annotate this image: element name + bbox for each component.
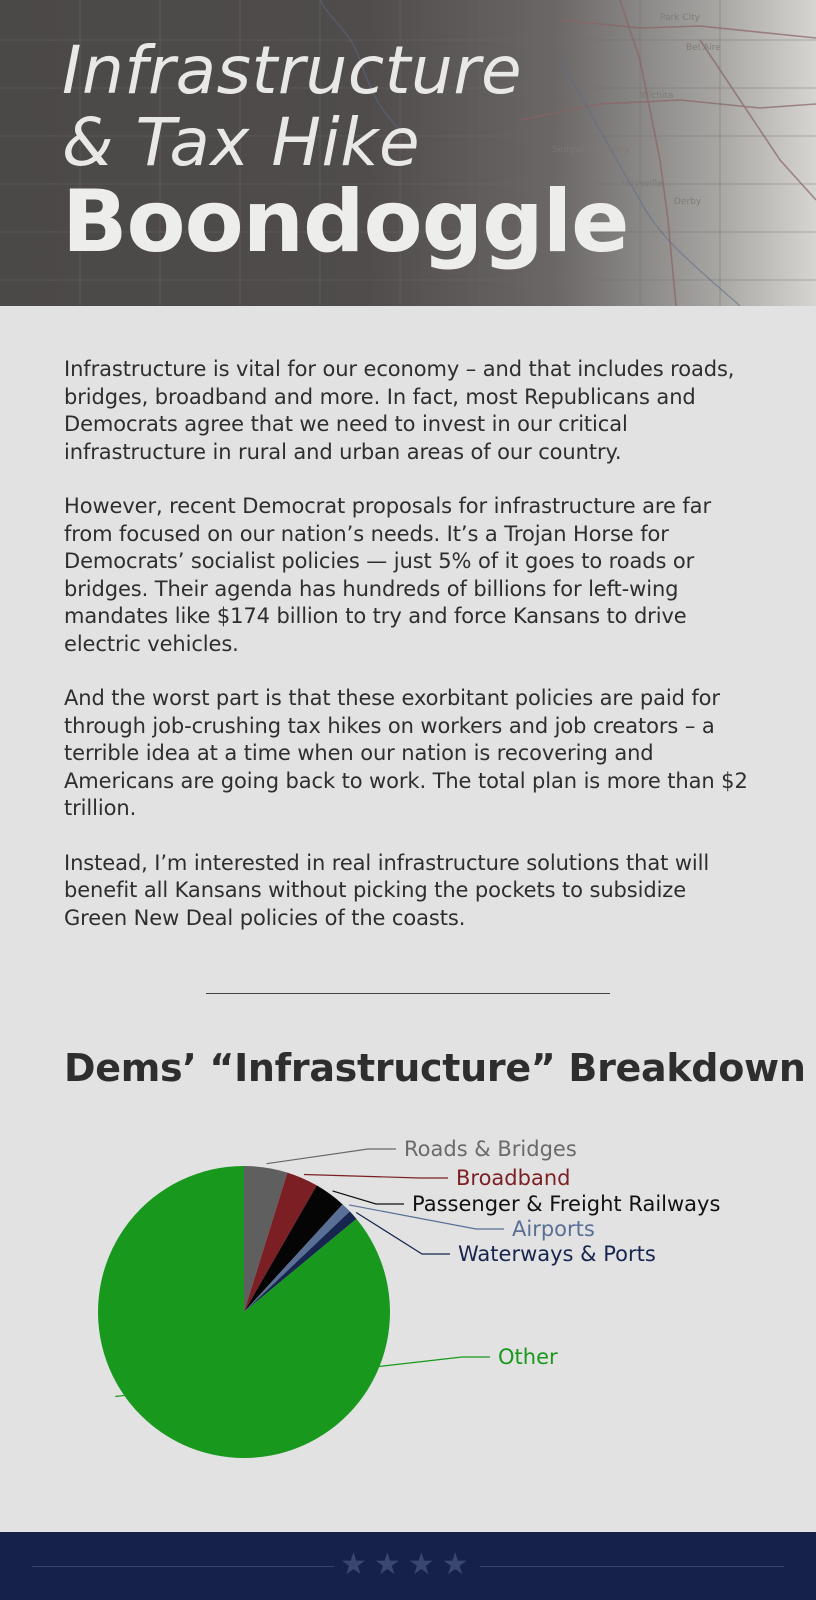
leader-line-roads-and-bridges — [267, 1149, 396, 1164]
leader-line-passenger-and-freight-railways — [333, 1191, 404, 1204]
paragraph-1: Infrastructure is vital for our economy – and that includes roads, bridges, broadband and more. In fact, most Republicans and Democrats agree that we need to invest in our critical infrastructure in rural and urban areas of our country. — [64, 357, 735, 464]
article-body — [64, 356, 754, 959]
footer-bar — [0, 1532, 816, 1600]
footer-rule-left — [32, 1566, 334, 1567]
footer-rule-right — [480, 1566, 784, 1567]
star-icon: ★ — [340, 1547, 367, 1582]
hero-header — [0, 0, 816, 306]
pie-label-other: Other — [498, 1345, 558, 1369]
map-label-derby: Derby — [674, 197, 702, 207]
title-line-1: Infrastructure — [62, 32, 523, 109]
leader-line-broadband — [304, 1175, 448, 1178]
pie-label-roads-and-bridges: Roads & Bridges — [404, 1137, 577, 1161]
title-line-3: Boondoggle — [62, 172, 629, 272]
chart-title: Dems’ “Infrastructure” Breakdown — [64, 1046, 806, 1090]
star-icon: ★ — [373, 1547, 401, 1582]
map-label-ks96: KS 96 — [590, 29, 616, 39]
star-icon: ★ — [407, 1547, 435, 1582]
title-line-2: & Tax Hike — [62, 104, 421, 181]
pie-label-passenger-and-freight-railways: Passenger & Freight Railways — [412, 1192, 721, 1216]
map-label-wichita: Wichita — [640, 91, 674, 101]
paragraph-3: And the worst part is that these exorbitant policies are paid for through job-crushing tax hikes on workers and job creators – a terrible idea at a time when our nation is recovering and Americans are going back to work. The total plan is more than $2 trillion. — [64, 686, 748, 820]
pie-label-broadband: Broadband — [456, 1166, 571, 1190]
paragraph-4: Instead, I’m interested in real infrastructure solutions that will benefit all Kansans without picking the pockets to subsidize Green New Deal policies of the coasts. — [64, 850, 710, 930]
paragraph-2: However, recent Democrat proposals for infrastructure are far from focused on our nation’s needs. It’s a Trojan Horse for Democrats’ socialist policies — just 5% of it goes to roads or bridges. Their agenda has hundreds of billions for left-wing mandates like $174 billion to try and force Kansans to drive electric vehicles. — [64, 494, 711, 656]
star-icon: ★ — [441, 1547, 469, 1582]
section-divider — [206, 993, 610, 994]
map-label-sedgwick: Sedgwick County — [552, 145, 630, 155]
footer-stars — [340, 1547, 469, 1583]
pie-label-waterways-and-ports: Waterways & Ports — [458, 1242, 656, 1266]
pie-chart — [0, 1120, 816, 1480]
pie-label-airports: Airports — [512, 1217, 595, 1241]
map-label-park-city: Park City — [660, 13, 700, 23]
map-label-bel-aire: Bel Aire — [686, 43, 721, 53]
map-label-haysville: Haysville — [622, 179, 663, 189]
